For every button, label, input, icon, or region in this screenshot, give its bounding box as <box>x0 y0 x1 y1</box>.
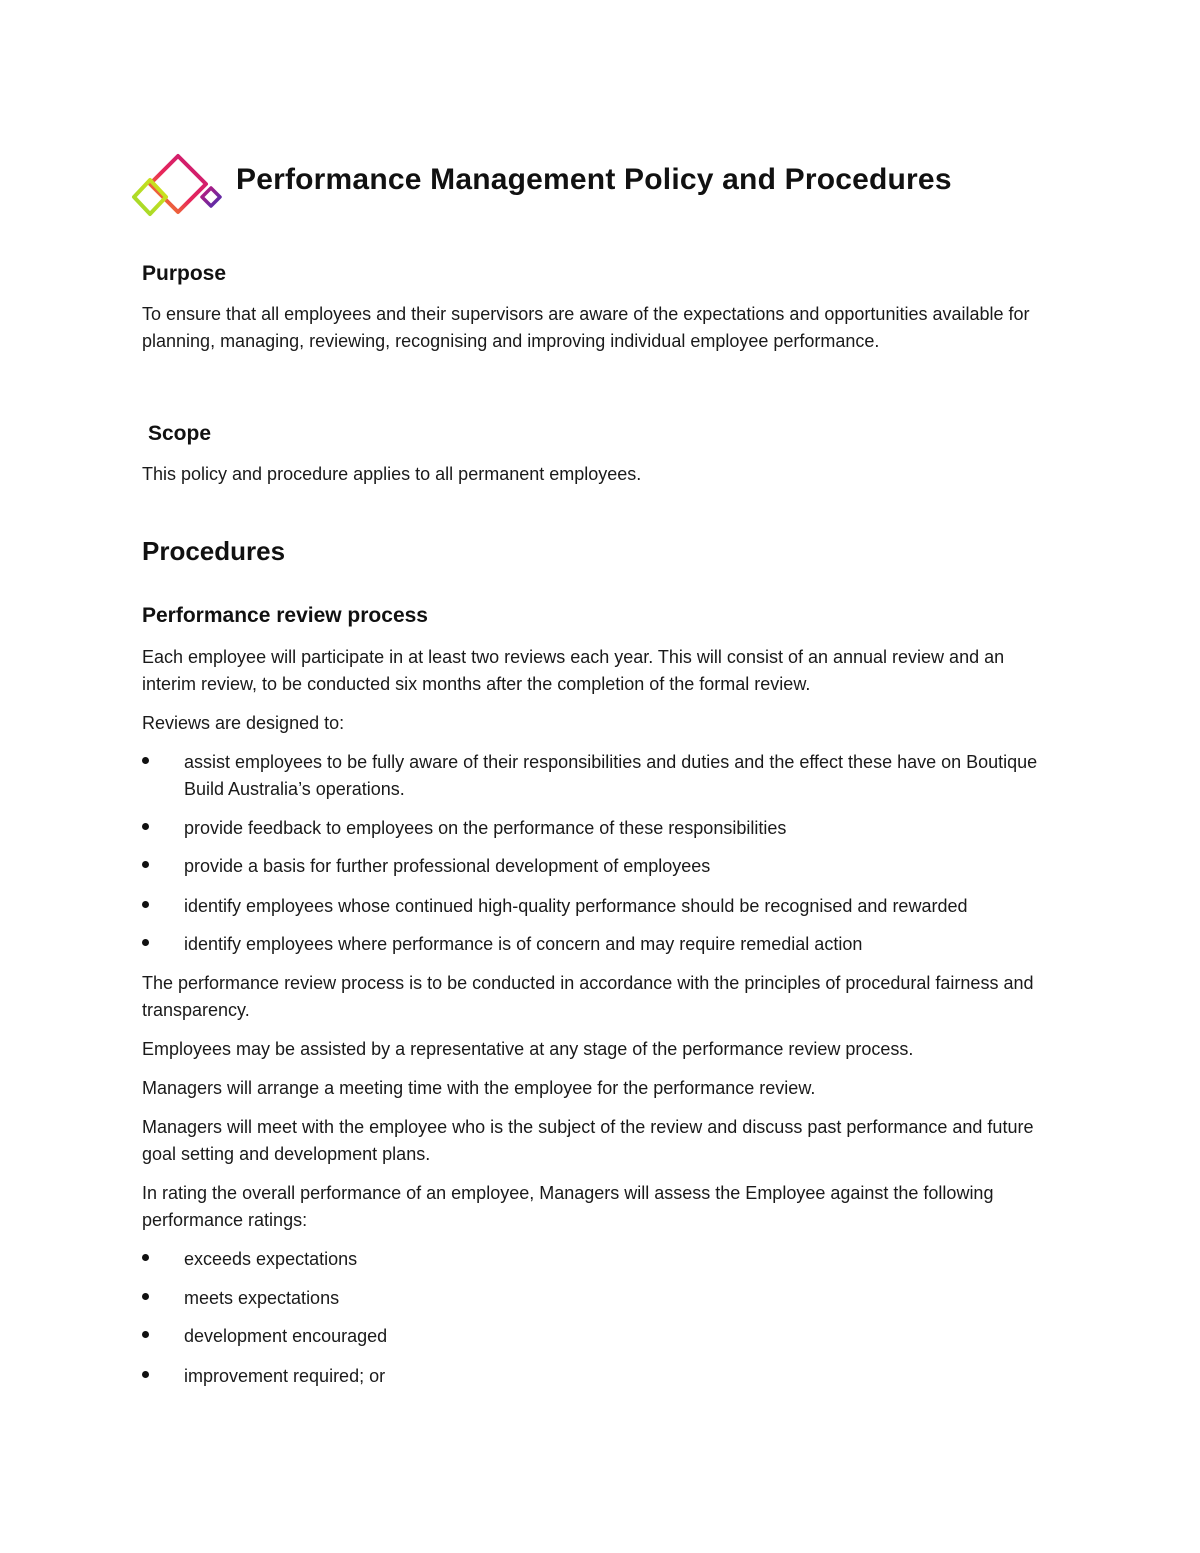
bullet-icon <box>142 901 149 908</box>
list-item-text: identify employees whose continued high-quality performance should be recognised and rewarded <box>184 896 968 916</box>
list-item-text: provide feedback to employees on the performance of these responsibilities <box>184 818 787 838</box>
purpose-heading: Purpose <box>142 262 227 285</box>
bullet-icon <box>142 757 149 764</box>
bullet-icon <box>142 823 149 830</box>
list-item-text: assist employees to be fully aware of their responsibilities and duties and the effect these have on Boutique Build Australia’s operations. <box>184 752 1038 799</box>
reviews-designed-to-label: Reviews are designed to: <box>142 713 345 733</box>
review-intro-paragraph: Each employee will participate in at least two reviews each year. This will consist of an annual review and an interim review, to be conducted six months after the completion of the formal review. <box>142 647 1005 694</box>
purpose-text: To ensure that all employees and their supervisors are aware of the expectations and opportunities available for planning, managing, reviewing, recognising and improving individual employee performance. <box>142 304 1030 351</box>
rating-text: improvement required; or <box>184 1366 386 1386</box>
overlapping-diamonds-icon <box>130 152 228 226</box>
list-item <box>142 1363 1062 1417</box>
ratings-intro-paragraph: In rating the overall performance of an employee, Managers will assess the Employee against the following performance ratings: <box>142 1183 994 1230</box>
bullet-icon <box>142 1293 149 1300</box>
meeting-time-paragraph: Managers will arrange a meeting time with the employee for the performance review. <box>142 1078 816 1098</box>
procedural-fairness-paragraph: The performance review process is to be conducted in accordance with the principles of procedural fairness and transparency. <box>142 973 1034 1020</box>
rating-text: development encouraged <box>184 1326 388 1346</box>
list-item-text: provide a basis for further professional development of employees <box>184 856 711 876</box>
bullet-icon <box>142 939 149 946</box>
rating-text: meets expectations <box>184 1288 340 1308</box>
bullet-icon <box>142 1254 149 1261</box>
list-item-text: identify employees where performance is of concern and may require remedial action <box>184 934 863 954</box>
bullet-icon <box>142 1371 149 1378</box>
representative-paragraph: Employees may be assisted by a representative at any stage of the performance review process. <box>142 1039 914 1059</box>
scope-text: This policy and procedure applies to all permanent employees. <box>142 464 642 484</box>
review-process-heading: Performance review process <box>142 604 428 627</box>
bullet-icon <box>142 1331 149 1338</box>
rating-text: exceeds expectations <box>184 1249 358 1269</box>
procedures-heading: Procedures <box>142 536 286 566</box>
company-logo <box>130 152 228 226</box>
review-meeting-paragraph: Managers will meet with the employee who is the subject of the review and discuss past performance and future goal setting and development plans. <box>142 1117 1034 1164</box>
bullet-icon <box>142 861 149 868</box>
document-title: Performance Management Policy and Procedures <box>236 163 952 196</box>
scope-heading: Scope <box>148 422 212 445</box>
list-item <box>142 749 1062 803</box>
